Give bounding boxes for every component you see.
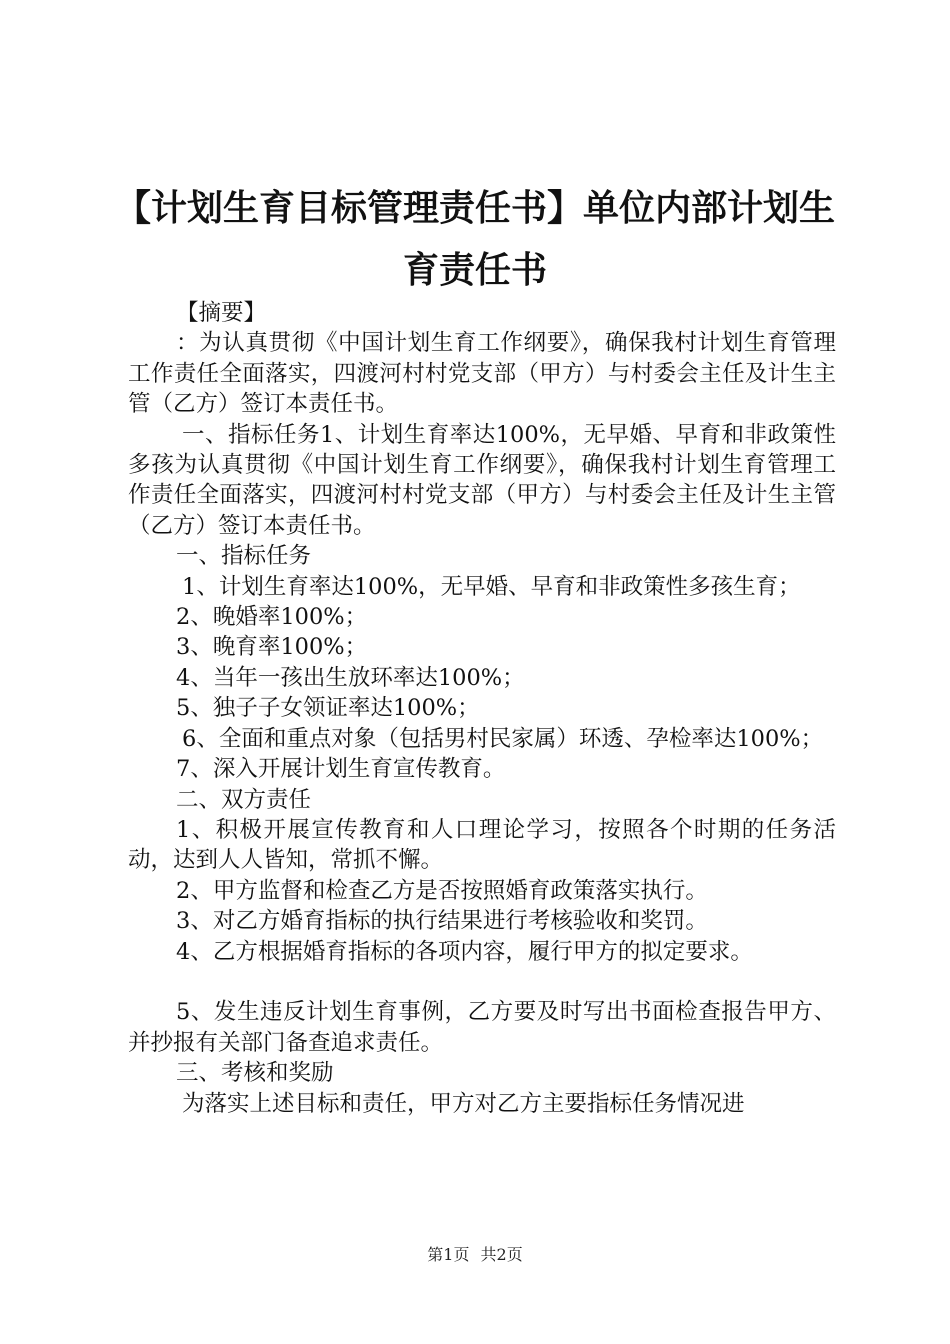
abstract-heading: 【摘要】	[176, 300, 267, 326]
section-heading-responsibilities: 二、双方责任	[176, 786, 312, 813]
list-item: 2、甲方监督和检查乙方是否按照婚育政策落实执行。	[176, 877, 708, 904]
list-item: 3、对乙方婚育指标的执行结果进行考核验收和奖罚。	[176, 908, 708, 935]
paragraph-assessment: 为落实上述目标和责任，甲方对乙方主要指标任务情况进	[182, 1090, 745, 1117]
page-number: 第1页	[427, 1245, 470, 1264]
blank-line	[128, 967, 836, 997]
list-item: 4、当年一孩出生放环率达100%；	[176, 664, 525, 691]
list-item: 4、乙方根据婚育指标的各项内容，履行甲方的拟定要求。	[176, 938, 753, 965]
paragraph-intro: ：为认真贯彻《中国计划生育工作纲要》，确保我村计划生育管理工作责任全面落实，四渡河村村党支部（甲方）与村委会主任及计生主管（乙方）签订本责任书。	[128, 330, 836, 418]
list-item: 2、晚婚率100%；	[176, 604, 368, 631]
list-item: 5、发生违反计划生育事例，乙方要及时写出书面检查报告甲方、并抄报有关部门备查追求责任。	[128, 999, 836, 1056]
document-title: 【计划生育目标管理责任书】单位内部计划生育责任书	[114, 188, 835, 291]
page-total: 共2页	[480, 1245, 523, 1264]
section-heading-tasks: 一、指标任务	[176, 543, 312, 570]
list-item: 5、独子子女领证率达100%；	[176, 695, 480, 722]
list-item: 7、深入开展计划生育宣传教育。	[176, 756, 506, 783]
section-heading-assessment: 三、考核和奖励	[176, 1060, 334, 1087]
list-item: 3、晚育率100%；	[176, 634, 368, 661]
page-footer	[0, 1242, 950, 1265]
list-item: 1、积极开展宣传教育和人口理论学习，按照各个时期的任务活动，达到人人皆知，常抓不懈。	[128, 816, 836, 874]
list-item: 6、全面和重点对象（包括男村民家属）环透、孕检率达100%；	[182, 725, 824, 752]
paragraph-summary: 一、指标任务1、计划生育率达100%，无早婚、早育和非政策性多孩为认真贯彻《中国计划生育工作纲要》，确保我村计划生育管理工作责任全面落实，四渡河村村党支部（甲方）与村委会主任及计生主管（乙方）签订本责任书。	[128, 421, 836, 539]
document-body	[128, 298, 836, 1119]
list-item: 1、计划生育率达100%，无早婚、早育和非政策性多孩生育；	[182, 573, 801, 600]
